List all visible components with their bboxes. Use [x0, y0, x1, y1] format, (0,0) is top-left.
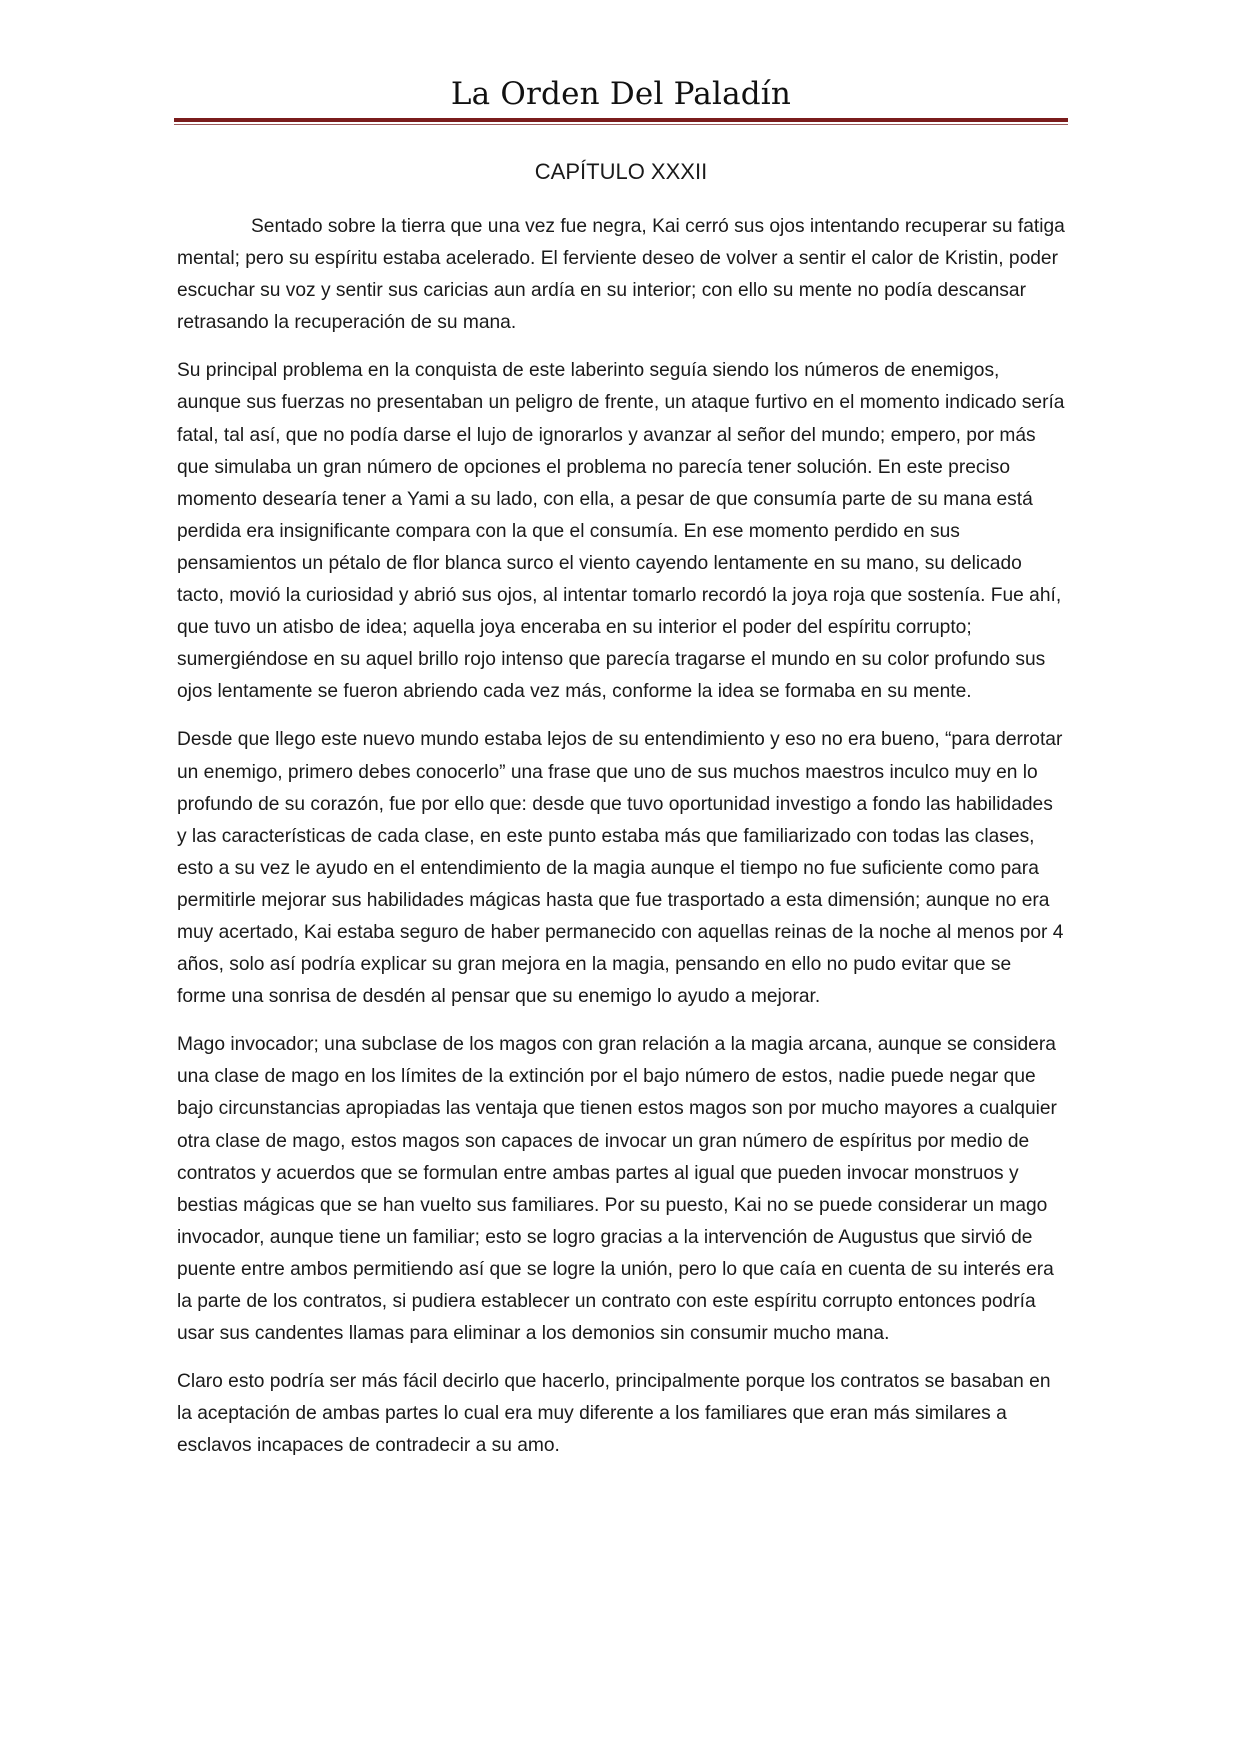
- chapter-title: CAPÍTULO XXXII: [534, 159, 708, 184]
- body-text: [177, 211, 1065, 1478]
- paragraph-1: Sentado sobre la tierra que una vez fue negra, Kai cerró sus ojos intentando recuperar su fatiga mental; pero su espíritu estaba acelerado. El ferviente deseo de volver a sentir el calor de Kristin, poder escuchar su voz y sentir sus caricias aun ardía en su interior; con ello su mente no podía descansar retrasando la recuperación de su mana.: [177, 216, 1065, 334]
- header-rule: [174, 118, 1068, 122]
- paragraph-3: Desde que llego este nuevo mundo estaba lejos de su entendimiento y eso no era bueno, “para derrotar un enemigo, primero debes conocerlo” una frase que uno de sus muchos maestros inculco muy en lo profundo de su corazón, fue por ello que: desde que tuvo oportunidad investigo a fondo las habilidades y las características de cada clase, en este punto estaba más que familiarizado con todas las clases, esto a su vez le ayudo en el entendimiento de la magia aunque el tiempo no fue suficiente como para permitirle mejorar sus habilidades mágicas hasta que fue trasportado a esta dimensión; aunque no era muy acertado, Kai estaba seguro de haber permanecido con aquellas reinas de la noche al menos por 4 años, solo así podría explicar su gran mejora en la magia, pensando en ello no pudo evitar que se forme una sonrisa de desdén al pensar que su enemigo lo ayudo a mejorar.: [177, 729, 1064, 1008]
- paragraph-2: Su principal problema en la conquista de este laberinto seguía siendo los números de enemigos, aunque sus fuerzas no presentaban un peligro de frente, un ataque furtivo en el momento indicado sería fatal, tal así, que no podía darse el lujo de ignorarlos y avanzar al señor del mundo; empero, por más que simulaba un gran número de opciones el problema no parecía tener solución. En este preciso momento desearía tener a Yami a su lado, con ella, a pesar de que consumía parte de su mana está perdida era insignificante compara con la que el consumía. En ese momento perdido en sus pensamientos un pétalo de flor blanca surco el viento cayendo lentamente en su mano, su delicado tacto, movió la curiosidad y abrió sus ojos, al intentar tomarlo recordó la joya roja que sostenía. Fue ahí, que tuvo un atisbo de idea; aquella joya enceraba en su interior el poder del espíritu corrupto; sumergiéndose en su aquel brillo rojo intenso que parecía tragarse el mundo en su color profundo sus ojos lentamente se fueron abriendo cada vez más, conforme la idea se formaba en su mente.: [177, 360, 1065, 703]
- paragraph-5: Claro esto podría ser más fácil decirlo que hacerlo, principalmente porque los contratos se basaban en la aceptación de ambas partes lo cual era muy diferente a los familiares que eran más similares a esclavos incapaces de contradecir a su amo.: [177, 1371, 1051, 1457]
- running-header: [174, 70, 1068, 118]
- paragraph-4: Mago invocador; una subclase de los magos con gran relación a la magia arcana, aunque se considera una clase de mago en los límites de la extinción por el bajo número de estos, nadie puede negar que bajo circunstancias apropiadas las ventaja que tienen estos magos son por mucho mayores a cualquier otra clase de mago, estos magos son capaces de invocar un gran número de espíritus por medio de contratos y acuerdos que se formulan entre ambas partes al igual que pueden invocar monstruos y bestias mágicas que se han vuelto sus familiares. Por su puesto, Kai no se puede considerar un mago invocador, aunque tiene un familiar; esto se logro gracias a la intervención de Augustus que sirvió de puente entre ambos permitiendo así que se logre la unión, pero lo que caía en cuenta de su interés era la parte de los contratos, si pudiera establecer un contrato con este espíritu corrupto entonces podría usar sus candentes llamas para eliminar a los demonios sin consumir mucho mana.: [177, 1034, 1057, 1345]
- header-rule-thin: [174, 124, 1068, 125]
- book-title: La Orden Del Paladín: [450, 76, 792, 112]
